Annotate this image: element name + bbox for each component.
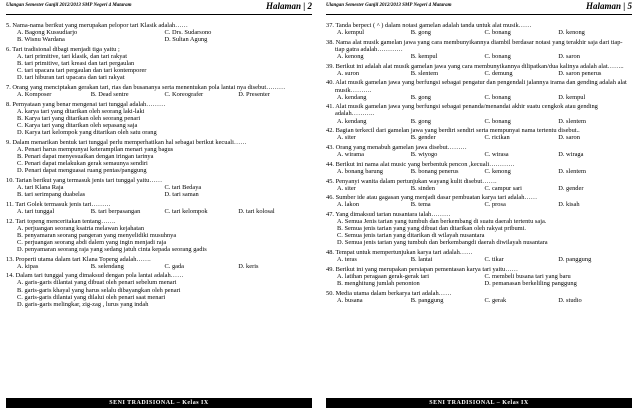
answer-option: C. demung — [484, 69, 513, 77]
answer-option: D. kisah — [558, 201, 580, 209]
question-text: 9. Dalam menarikan bentuk tari tunggal perlu memperhatikan hal sebagai berikut kecuali…… — [6, 138, 247, 146]
question-item — [326, 266, 632, 287]
question-item — [326, 290, 632, 304]
question-item — [326, 211, 632, 246]
question-list — [6, 22, 312, 310]
left-page — [6, 0, 312, 410]
page-header — [326, 0, 632, 15]
question-text: 12. Tari topeng menceritakan tentang……. — [6, 217, 116, 225]
answer-option: D. Sultan Agung — [164, 36, 208, 44]
answer-option: A. kipas — [17, 262, 39, 270]
answer-option: D. slentem — [558, 167, 586, 175]
question-list — [326, 22, 632, 307]
question-item — [326, 79, 632, 100]
answer-option: D. kenong — [558, 29, 585, 37]
page-number: Halaman | 2 — [266, 1, 312, 11]
answer-option: C. bonang — [484, 93, 511, 101]
question-item — [326, 144, 632, 158]
answer-option: B. bonang penerus — [410, 167, 459, 175]
question-item — [326, 127, 632, 141]
question-text: 14. Dalam tari tunggal yang dimaksud dengan pola lantai adalah…… — [6, 272, 184, 280]
question-text: 46. Sumber ide atau gagasan yang menjadi dasar pembuatan karya tari adalah…… — [326, 194, 538, 202]
answer-option: A. teras — [337, 256, 357, 264]
answer-option: C. perjuangan seorang abdi dalem yang ingin menjadi raja — [17, 238, 167, 246]
answer-option: B. Wisnu Wardana — [17, 36, 65, 44]
page-number: Halaman | 5 — [586, 1, 632, 11]
question-item — [326, 161, 632, 175]
question-item — [6, 177, 312, 198]
answer-option: C. tari upacara tari pergaulan dan tari kontemporer — [17, 67, 147, 75]
answer-option: D. saron — [558, 52, 580, 60]
answer-option: C. tikar — [484, 256, 504, 264]
header-title: Ulangan Semester Ganjil 2012/2013 SMP Negeri 4 Mataram — [326, 3, 452, 8]
page-footer: SENI TRADISIONAL – Kelas IX — [326, 398, 632, 408]
answer-option: D. slentem — [558, 117, 586, 125]
answer-option: A. busana — [337, 296, 363, 304]
question-text: 47. Yang dimaksud tarian nusantara ialah……… — [326, 211, 451, 219]
answer-option: C. gada — [164, 262, 185, 270]
question-item — [6, 256, 312, 270]
question-text: 43. Orang yang menabuh gamelan jawa disebut……… — [326, 143, 467, 151]
answer-option: B. tari primitive, tari kreasi dan tari pergaulan — [17, 60, 135, 68]
question-text: 49. Berikut ini yang merupakan persiapan pementasan karya tari yaitu…… — [326, 265, 519, 273]
question-text: 38. Nama alat musik gamelan jawa yang cara membunyikannya diambil berdasar notasi yang terakhir saja dari tiap-tiap gatra adalah………… — [326, 38, 623, 53]
answer-option: B. tari berpasangan — [90, 207, 141, 215]
answer-option: B. panggung — [410, 296, 444, 304]
question-text: 45. Penyanyi wanita dalam pertunjukan wayang kulit disebut……. — [326, 177, 497, 185]
answer-option: A. bonang barung — [337, 167, 383, 175]
answer-option: C. prosa — [484, 201, 506, 209]
answer-option: A. Semua Jenis tarian yang tumbuh dan berkembang di suatu daerah tertentu saja. — [337, 218, 547, 226]
answer-option: C. kenong — [484, 167, 511, 175]
answer-option: C. bonang — [484, 29, 511, 37]
answer-option: A. suron — [337, 69, 360, 77]
answer-option: A. Bagong Kussudiarjo — [17, 29, 78, 37]
answer-option: D. pemanasan berkeliling panggung — [484, 280, 577, 288]
answer-option: D. Karya tari kelompok yang ditarikan oleh satu orang — [17, 129, 157, 137]
answer-option: D. Presenter — [238, 91, 270, 99]
question-text: 42. Bagian terkecil dari gamelan jawa yang berdiri sendiri serta mempunyai nama tertentu disebut.. — [326, 127, 580, 135]
answer-option: B. gender — [410, 134, 436, 142]
right-page — [326, 0, 632, 410]
answer-option: C. Drs. Sudarsono — [164, 29, 212, 37]
question-text: 13. Properti utama dalam tari Klana Topeng adalah……. — [6, 255, 151, 263]
answer-option: A. tari tunggal — [17, 207, 55, 215]
question-item — [6, 139, 312, 174]
question-item — [326, 249, 632, 263]
answer-option: D. tari saman — [164, 191, 199, 199]
answer-option: B. selendang — [90, 262, 124, 270]
answer-option: C. ricikan — [484, 134, 510, 142]
answer-option: C. Karya tari yang ditarikan oleh sepasang saja — [17, 122, 138, 129]
answer-option: A. garis-garis dilantai yang dibuat oleh penari sebelum menari — [17, 279, 177, 287]
question-text: 44. Berikut ini nama alat music yang berbentuk pencon ,kecuali………… — [326, 160, 515, 168]
answer-option: B. Dead sentre — [90, 91, 129, 99]
answer-option: B. Penari dapat menyesuaikan dengan iringan tarinya — [17, 152, 154, 160]
question-text: 5. Nama-nama berikut yang merupakan pelopor tari Klasik adalah…… — [6, 22, 188, 29]
question-item — [326, 22, 632, 36]
answer-option: B. gong — [410, 117, 431, 125]
question-text: 41. Alat musik gamelan jawa yang berfungsi sebagai penanda/menandai akhir suatu cengkok atau gending adalah……….. — [326, 103, 598, 118]
answer-option: C. tari kelompok — [164, 207, 208, 215]
question-item — [326, 194, 632, 208]
answer-option: D. keris — [238, 262, 259, 270]
answer-option: C. garis-garis dilantai yang dilalui oleh penari saat menari — [17, 293, 166, 301]
answer-option: B. gong — [410, 29, 431, 37]
answer-option: B. tema — [410, 201, 431, 209]
answer-option: C. Koreografer — [164, 91, 204, 99]
answer-option: B. Semua jenis tarian yang yang dibuat dan ditarikan oleh rakyat pribumi. — [337, 225, 527, 233]
answer-option: A. latihan peragaan gerak-gerak tari — [337, 273, 430, 281]
answer-option: D. Semua jenis tarian yang tumbuh dan berkembangdi daerah diwilayah nusantara — [337, 239, 548, 247]
answer-option: D. wiraga — [558, 151, 584, 159]
answer-option: C. bonang — [484, 117, 511, 125]
question-item — [326, 63, 632, 77]
answer-option: D. gender — [558, 184, 584, 192]
answer-option: C. wirasa — [484, 151, 509, 159]
answer-option: D. Penari dapat menguasai ruang pentas/panggung — [17, 167, 147, 175]
answer-option: A. lakon — [337, 201, 360, 209]
answer-option: B. tari serimpang duabelas — [17, 191, 86, 199]
answer-option: D. saron — [558, 134, 580, 142]
answer-option: B. wiyogo — [410, 151, 438, 159]
answer-option: B. garis-garis khayal yang harus selalu dibayangkan oleh penari — [17, 286, 181, 294]
question-text: 6. Tari tradisional dibagi menjadi tiga yaitu ; — [6, 45, 120, 53]
question-text: 50. Media utama dalam berkarya tari adalah…… — [326, 289, 452, 297]
question-item — [6, 201, 312, 215]
answer-option: B. menghitung jumlah penonton — [337, 280, 420, 288]
answer-option: B. sinden — [410, 184, 435, 192]
answer-option: A. kenong — [337, 52, 364, 60]
answer-option: C. membeli busana tari yang baru — [484, 273, 571, 281]
question-text: 8. Pernyataan yang benar mengenai tari tunggal adalah……… — [6, 100, 166, 108]
answer-option: B. gong — [410, 93, 431, 101]
answer-option: B. penyamaran seorang pangeran yang menyelidiki musuhnya — [17, 231, 177, 239]
answer-option: A. kendang — [337, 93, 367, 101]
question-item — [326, 103, 632, 124]
question-item — [6, 218, 312, 253]
question-item — [6, 84, 312, 98]
question-text: 11. Tari Golek termasuk jenis tari……… — [6, 200, 111, 208]
answer-option: C. campur sari — [484, 184, 522, 192]
answer-option: A. tari primitive, tari klasik, dan tari rakyat — [17, 52, 128, 60]
answer-option: C. tari Bedaya — [164, 183, 202, 191]
question-text: 39. Berikut ini adalah alat musik gamelan jawa yang cara membunyikannya dilipatkan/dua kalinya adalah alat…….. — [326, 62, 624, 70]
question-item — [6, 101, 312, 136]
answer-option: D. saron penerus — [558, 69, 602, 77]
answer-option: D. garis-garis melingkar, zig-zag , lurus yang indah — [17, 300, 149, 308]
answer-option: B. lantai — [410, 256, 433, 264]
answer-option: B. kempul — [410, 52, 438, 60]
question-item — [326, 178, 632, 192]
answer-option: D. studio — [558, 296, 582, 304]
answer-option: A. kendang — [337, 117, 367, 125]
question-item — [6, 22, 312, 43]
answer-option: A. siter — [337, 134, 356, 142]
question-item — [6, 46, 312, 81]
header-title: Ulangan Semester Ganjil 2012/2013 SMP Negeri 4 Mataram — [6, 3, 132, 8]
answer-option: D. tari hiburan tari upacara dan tari rakyat — [17, 74, 125, 82]
answer-option: D. kempul — [558, 93, 586, 101]
answer-option: C. gerak — [484, 296, 507, 304]
question-text: 48. Tempat untuk mempertunjukan karya tari adalah…… — [326, 249, 473, 257]
answer-option: C. bonang — [484, 52, 511, 60]
answer-option: A. Penari harus mempunyai keterampilan menari yang bagus — [17, 145, 174, 153]
answer-option: A. karya tari yang ditarikan oleh seorang laki-laki — [17, 107, 145, 115]
page-header — [6, 0, 312, 15]
page-footer: SENI TRADISIONAL – Kelas IX — [6, 398, 312, 408]
question-item — [6, 272, 312, 307]
answer-option: D. tari kolosal — [238, 207, 275, 215]
answer-option: A. kempul — [337, 29, 364, 37]
answer-option: C. Penari dapat melakukan gerak semaunya sendiri — [17, 160, 148, 168]
answer-option: D. panggung — [558, 256, 592, 264]
answer-option: B. slentem — [410, 69, 439, 77]
answer-option: A. siter — [337, 184, 356, 192]
question-item — [326, 39, 632, 60]
question-text: 7. Orang yang menciptakan gerakan tari, rias dan busananya serta menentukan pola lantai nya disebut……… — [6, 83, 286, 91]
answer-option: A. perjuangan seorang ksatria melawan kejahatan — [17, 224, 145, 232]
answer-option: C. Semua jenis tarian yang ditarikan di wilayah nusantara — [337, 232, 485, 240]
question-text: 37. Tanda berpeci ( ^ ) dalam notasi gamelan adalah tanda untuk alat musik…… — [326, 22, 532, 29]
answer-option: B. Karya tari yang ditarikan oleh seorang penari — [17, 114, 141, 122]
question-text: 10. Tarian berikut yang termasuk jenis tari tunggal yaitu…… — [6, 176, 163, 184]
answer-option: D. penyamaran seorang raja yang sedang jatuh cinta kepada seorang gadis — [17, 245, 207, 253]
answer-option: A. Komposer — [17, 91, 52, 99]
answer-option: A. wirama — [337, 151, 364, 159]
question-text: 40. Alat musik gamelan jawa yang berfungsi sebagai pengatur dan pengendali jalannya irama dan gending adalah alat musik………. — [326, 79, 627, 94]
answer-option: A. tari Klana Raja — [17, 183, 64, 191]
